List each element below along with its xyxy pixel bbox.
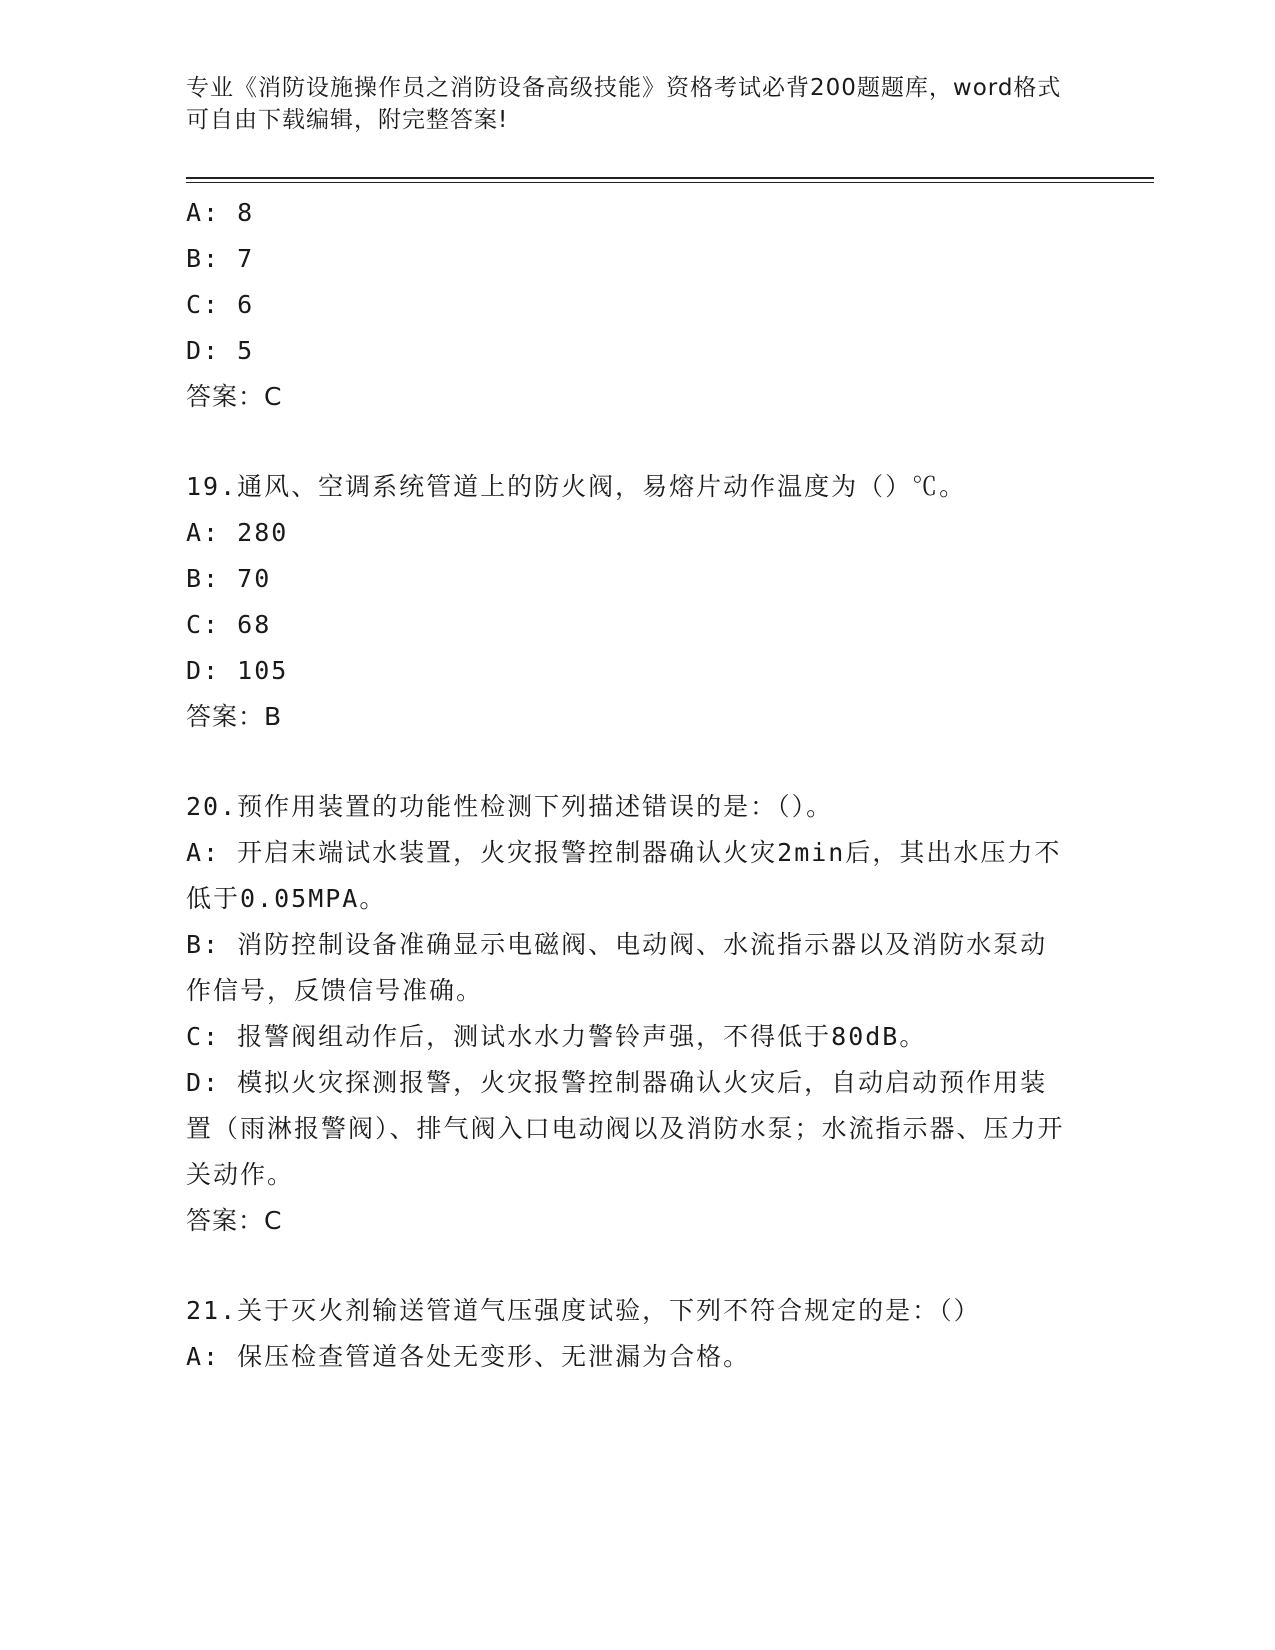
header-divider-thin [186,182,1154,183]
document-header: 专业《消防设施操作员之消防设备高级技能》资格考试必背200题题库，word格式可自由下载编辑，附完整答案! [186,75,1062,133]
option-b: B: 消防控制设备准确显示电磁阀、电动阀、水流指示器以及消防水泵动作信号，反馈信号准确。 [186,930,1048,1005]
option-a: A: 保压检查管道各处无变形、无泄漏为合格。 [186,1342,751,1371]
option-a: A: 280 [186,518,289,547]
answer: 答案：C [186,1206,283,1235]
header-divider [186,177,1154,179]
question-stem: 21.关于灭火剂输送管道气压强度试验，下列不符合规定的是：（） [186,1296,981,1325]
question-list [186,190,1066,1380]
answer: 答案：C [186,382,283,411]
option-b: B: 70 [186,564,272,593]
option-a: A: 8 [186,198,255,227]
option-d: D: 模拟火灾探测报警，火灾报警控制器确认火灾后，自动启动预作用装置（雨淋报警阀）、排气阀入口电动阀以及消防水泵；水流指示器、压力开关动作。 [186,1068,1065,1189]
question-stem: 19.通风、空调系统管道上的防火阀，易熔片动作温度为（）℃。 [186,472,967,501]
option-a: A: 开启末端试水装置，火灾报警控制器确认火灾2min后，其出水压力不低于0.05MPA。 [186,838,1062,913]
option-c: C: 68 [186,610,272,639]
question-20 [186,784,1066,1244]
answer: 答案：B [186,702,283,731]
question-21 [186,1288,1066,1380]
option-c: C: 6 [186,290,255,319]
option-b: B: 7 [186,244,255,273]
option-d: D: 105 [186,656,289,685]
option-c: C: 报警阀组动作后，测试水水力警铃声强，不得低于80dB。 [186,1022,927,1051]
question-19 [186,464,1066,740]
option-d: D: 5 [186,336,255,365]
question-18 [186,190,1066,420]
question-stem: 20.预作用装置的功能性检测下列描述错误的是：（）。 [186,792,834,821]
